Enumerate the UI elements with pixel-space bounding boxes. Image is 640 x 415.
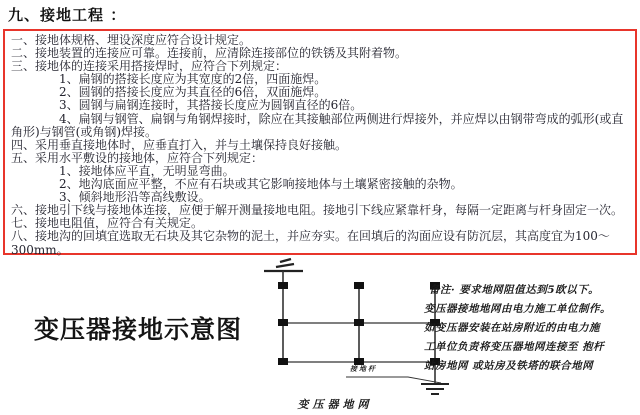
- rule-line-3-3: 3、圆钢与扁钢连接时，其搭接长度应为圆钢直径的6倍。: [59, 98, 363, 113]
- note-line: 工单位负责将变压器地网连接至 抱杆: [424, 341, 605, 353]
- grounding-rules-box: [3, 29, 637, 255]
- top-ground-symbol: [264, 259, 303, 271]
- note-line: 备注· 要求地网阻值达到5欧以下。: [429, 284, 600, 296]
- rule-line-6: 六、接地引下线与接地体连接，应便于解开测量接地电阻。接地引下线应紧靠杆身，每隔一定距离与杆身固定一次。: [11, 203, 624, 218]
- rule-line-1: 一、接地体规格、埋设深度应符合设计规定。: [11, 33, 252, 47]
- electrode-label: 接地杆: [350, 364, 377, 373]
- rule-line-3-4: 4、扁钢与钢管、扁钢与角钢焊接时，除应在其接触部位两侧进行焊接外，并应焊以由钢带弯成的弧形(或直角形)与钢管(或角钢)焊接。: [11, 111, 624, 139]
- rule-line-5-2: 2、地沟底面应平整，不应有石块或其它影响接地体与土壤紧密接触的杂物。: [59, 177, 463, 192]
- rule-line-5-1: 1、接地体应平直，无明显弯曲。: [59, 163, 235, 178]
- rule-line-2: 二、接地装置的连接应可靠。连接前，应清除连接部位的铁锈及其附着物。: [11, 46, 408, 61]
- rule-line-5: 五、采用水平敷设的接地体，应符合下列规定：: [11, 150, 264, 165]
- rule-line-3: 三、接地体的连接采用搭接焊时，应符合下列规定：: [11, 59, 288, 74]
- note-line: 如变压器安装在站房附近的由电力施: [424, 322, 600, 334]
- grid-label: 变压器地网: [297, 398, 373, 411]
- electrode-leader-line: [346, 377, 441, 383]
- bottom-ground-symbol: [421, 384, 449, 394]
- rule-line-3-1: 1、扁钢的搭接长度应为其宽度的2倍，四面施焊。: [59, 72, 327, 87]
- note-line: 站房地网 或站房及铁塔的联合地网: [424, 360, 594, 372]
- note-line: 变压器接地地网由电力施工单位制作。: [424, 303, 611, 315]
- rule-line-3-2: 2、圆钢的搭接长度应为其直径的6倍，双面施焊。: [59, 85, 327, 100]
- rule-line-5-3: 3、倾斜地形沿等高线敷设。: [59, 190, 211, 205]
- rule-line-7: 七、接地电阻值，应符合有关规定。: [11, 216, 204, 231]
- handwritten-note: [424, 281, 632, 376]
- rule-line-4: 四、采用垂直接地体时，应垂直打入，并与土壤保持良好接触。: [11, 137, 348, 152]
- rule-line-8: 八、接地沟的回填宜选取无石块及其它杂物的泥土，并应夯实。在回填后的沟面应设有防沉层，其高度宜为100～300mm。: [11, 229, 610, 257]
- page-title: 九、接地工程 ：: [8, 6, 127, 24]
- diagram-caption: 变压器接地示意图: [34, 315, 243, 344]
